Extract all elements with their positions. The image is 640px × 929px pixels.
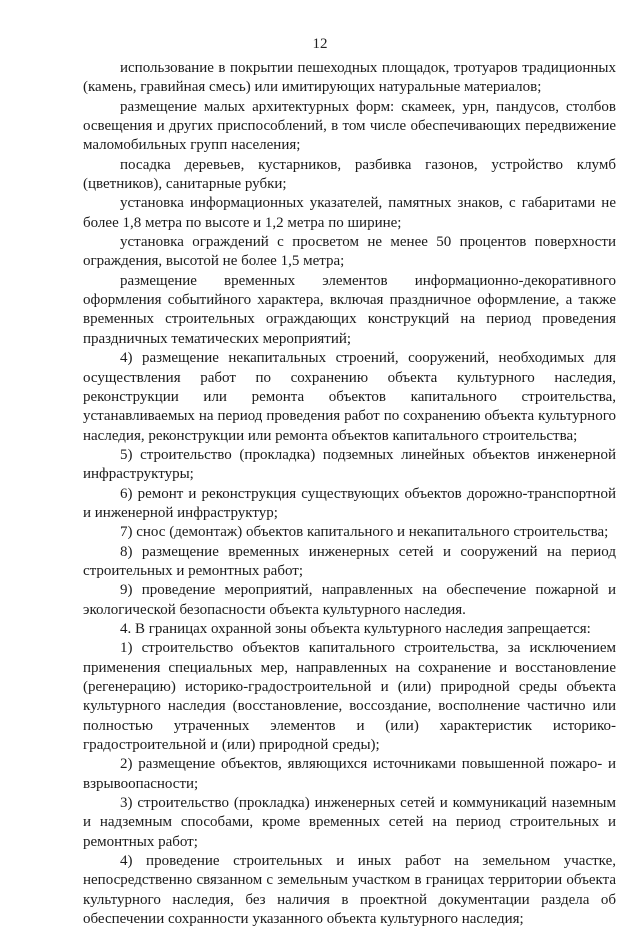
paragraph: 1) строительство объектов капитального строительства, за исключением применения специальных мер, направленных на сохранение и восстановление (регенерацию) историко-градостроительной и (или) природной среды объекта культурного наследия (восстановление, воссоздание, восполнение частично или полностью утраченных элементов и (или) характеристик историко-градостроительной и (или) природной среды);	[83, 640, 616, 754]
page-number: 12	[312, 36, 328, 52]
paragraph: установка ограждений с просветом не менее 50 процентов поверхности ограждения, высотой не более 1,5 метра;	[83, 234, 616, 270]
paragraph: посадка деревьев, кустарников, разбивка газонов, устройство клумб (цветников), санитарные рубки;	[83, 156, 616, 193]
paragraph: установка информационных указателей, памятных знаков, с габаритами не более 1,8 метра по высоте и 1,2 метра по ширине;	[83, 195, 616, 231]
paragraph: 3) строительство (прокладка) инженерных сетей и коммуникаций наземным и надземным способами, кроме временных сетей на период строительных и ремонтных работ;	[83, 795, 616, 850]
paragraph: 8) размещение временных инженерных сетей и сооружений на период строительных и ремонтных работ;	[83, 543, 616, 579]
paragraph: 2) размещение объектов, являющихся источниками повышенной пожаро- и взрывоопасности;	[83, 756, 616, 792]
paragraph: 4) размещение некапитальных строений, сооружений, необходимых для осуществления работ по сохранению объекта культурного наследия, реконструкции или ремонта объектов капитального строительства, устанавливаемых на период проведения работ по сохранению объекта культурного наследия, реконструкции или ремонта объектов капитального строительства;	[83, 350, 616, 444]
paragraph: 6) ремонт и реконструкция существующих объектов дорожно-транспортной и инженерной инфраструктур;	[83, 485, 616, 521]
section-heading-paragraph: 4. В границах охранной зоны объекта культурного наследия запрещается:	[120, 620, 591, 637]
paragraph: размещение временных элементов информационно-декоративного оформления событийного характера, включая праздничное оформление, а также временных строительных ограждающих конструкций на период проведения праздничных тематических мероприятий;	[83, 272, 616, 347]
document-text-body	[83, 59, 616, 929]
paragraph: размещение малых архитектурных форм: скамеек, урн, пандусов, столбов освещения и других приспособлений, в том числе обеспечивающих передвижение маломобильных групп населения;	[83, 98, 616, 154]
paragraph: использование в покрытии пешеходных площадок, тротуаров традиционных (камень, гравийная смесь) или имитирующих натуральные материалов;	[83, 60, 616, 96]
paragraph: 9) проведение мероприятий, направленных на обеспечение пожарной и экологической безопасности объекта культурного наследия.	[83, 582, 616, 618]
paragraph: 7) снос (демонтаж) объектов капитального и некапитального строительства;	[120, 524, 609, 541]
paragraph: 4) проведение строительных и иных работ на земельном участке, непосредственно связанном с земельным участком в границах территории объекта культурного наследия, без наличия в проектной документации раздела об обеспечении сохранности указанного объекта культурного наследия;	[83, 853, 616, 928]
paragraph: 5) строительство (прокладка) подземных линейных объектов инженерной инфраструктуры;	[83, 446, 616, 483]
